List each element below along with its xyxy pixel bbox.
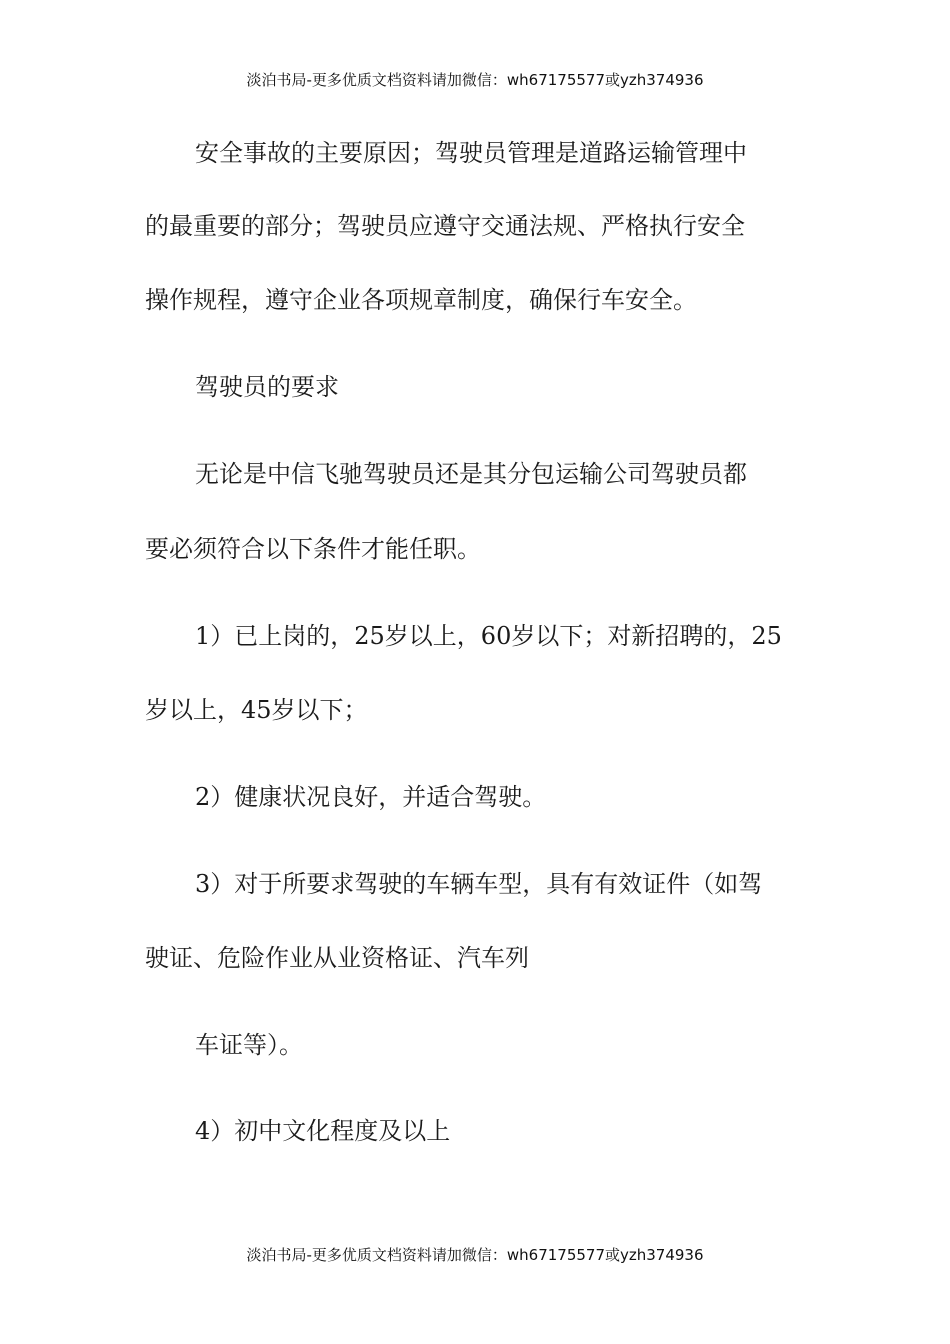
body-line: 操作规程，遵守企业各项规章制度，确保行车安全。 — [145, 286, 697, 314]
list-item-continuation: 岁以上，45岁以下； — [145, 696, 368, 724]
section-heading: 驾驶员的要求 — [195, 373, 339, 401]
list-item: 3）对于所要求驾驶的车辆车型，具有有效证件（如驾 — [195, 870, 763, 898]
body-line: 无论是中信飞驰驾驶员还是其分包运输公司驾驶员都 — [195, 460, 747, 488]
list-item-continuation: 车证等）。 — [195, 1031, 303, 1059]
list-item-continuation: 驶证、危险作业从业资格证、汽车列 — [145, 944, 529, 972]
page-footer-watermark: 淡泊书局-更多优质文档资料请加微信：wh67175577或yzh374936 — [246, 1246, 704, 1264]
page-header-watermark: 淡泊书局-更多优质文档资料请加微信：wh67175577或yzh374936 — [246, 71, 704, 89]
list-item: 1）已上岗的，25岁以上，60岁以下；对新招聘的，25 — [195, 622, 782, 650]
list-item: 4）初中文化程度及以上 — [195, 1117, 451, 1145]
body-line: 要必须符合以下条件才能任职。 — [145, 535, 481, 563]
body-line: 的最重要的部分；驾驶员应遵守交通法规、严格执行安全 — [145, 212, 745, 240]
list-item: 2）健康状况良好，并适合驾驶。 — [195, 783, 547, 811]
body-line: 安全事故的主要原因；驾驶员管理是道路运输管理中 — [195, 139, 747, 167]
